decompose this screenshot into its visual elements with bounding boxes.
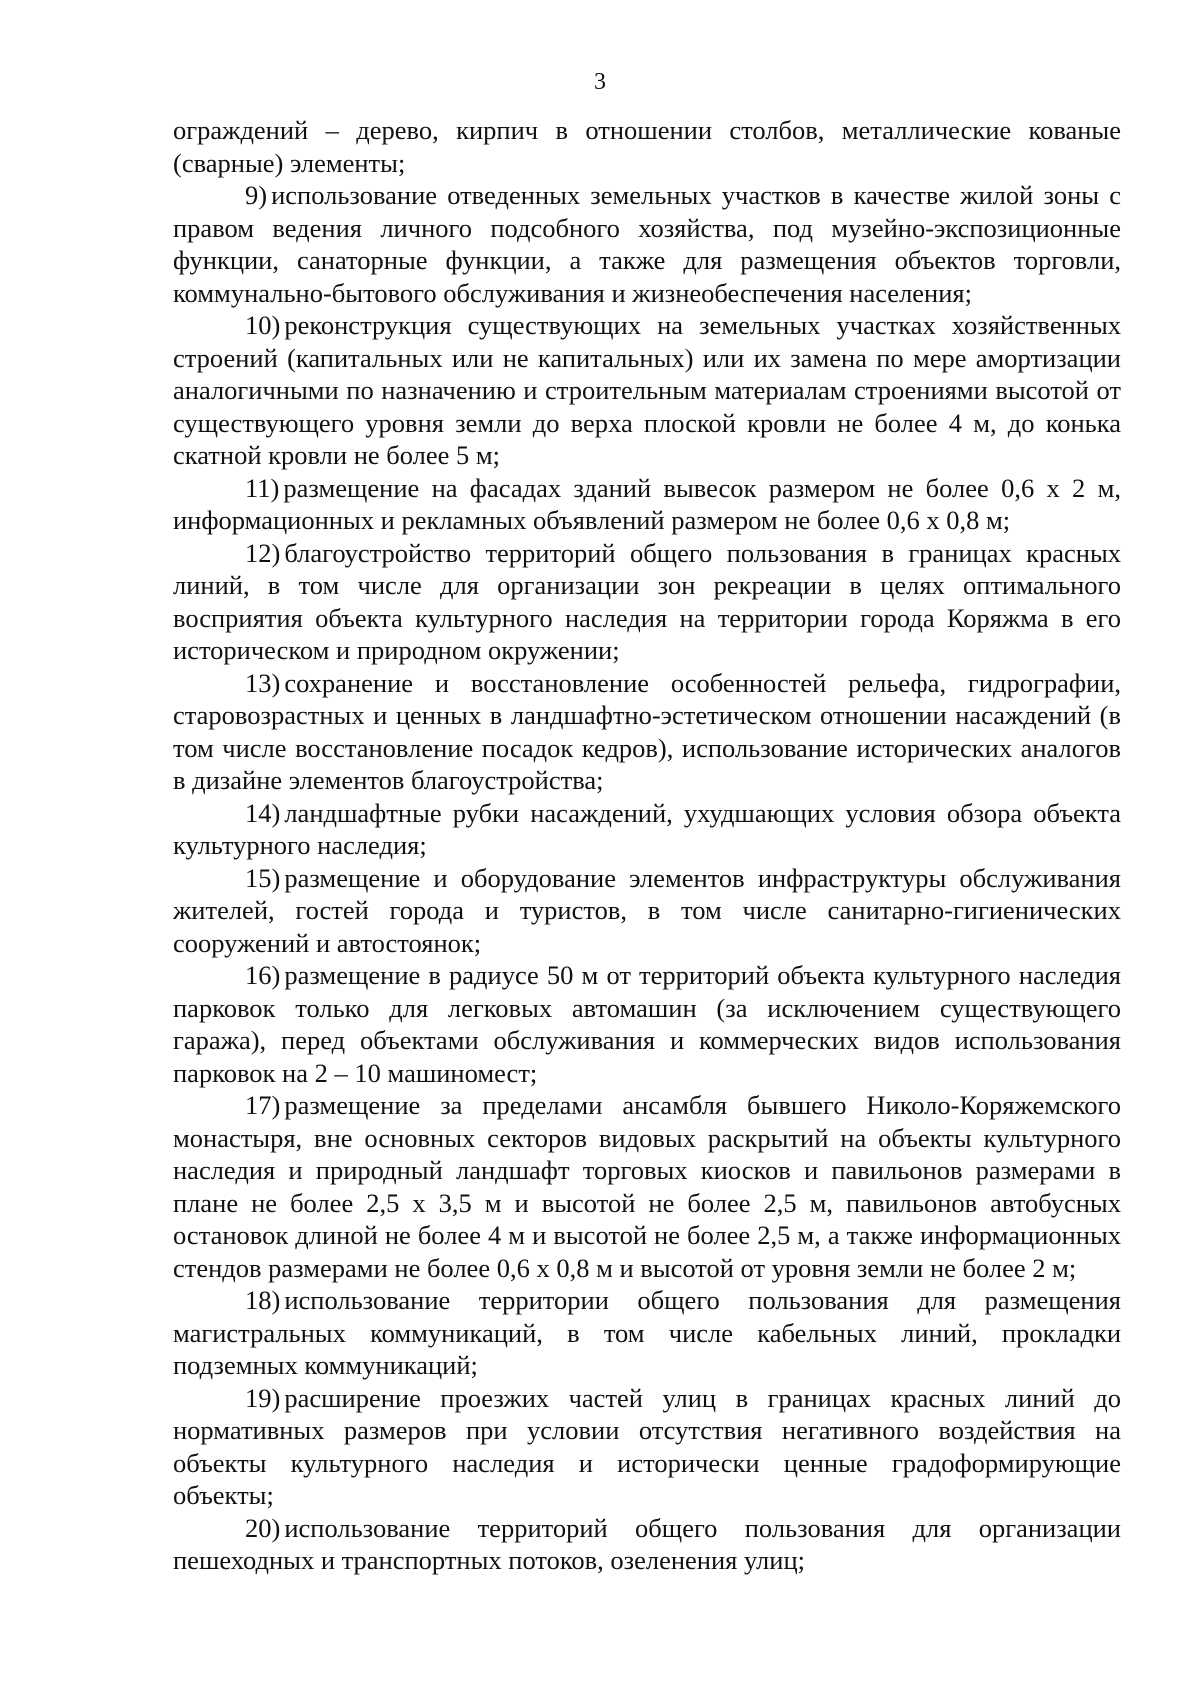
item-number: 14): [245, 797, 281, 828]
item-number: 15): [245, 862, 281, 893]
list-item: [173, 862, 1121, 960]
list-item: [173, 537, 1121, 667]
continuation-paragraph: ограждений – дерево, кирпич в отношении столбов, металлические кованые (сварные) элементы;: [173, 115, 1121, 178]
item-number: 18): [245, 1285, 281, 1315]
item-text: расширение проезжих частей улиц в границах красных линий до нормативных размеров при условии отсутствия негативного воздействия на объекты культурного наследия и исторически ценные градоформирующие объекты;: [173, 1382, 1121, 1510]
item-number: 20): [245, 1512, 281, 1543]
item-text: размещение за пределами ансамбля бывшего Николо-Коряжемского монастыря, вне основных секторов видовых раскрытий на объекты культурного наследия и природный ландшафт торговых киосков и павильонов размерами в плане не более 2,5 х 3,5 м и высотой не более 2,5 м, павильонов автобусных остановок длиной не более 4 м и высотой не более 2,5 м, а также информационных стендов размерами не более 0,6 х 0,8 м и высотой от уровня земли не более 2 м;: [173, 1090, 1121, 1283]
item-text: реконструкция существующих на земельных участках хозяйственных строений (капитальных или не капитальных) или их замена по мере амортизации аналогичными по назначению и строительным материалам строениями высотой от существующего уровня земли до верха плоской кровли не более 4 м, до конька скатной кровли не более 5 м;: [173, 310, 1121, 470]
item-text: размещение на фасадах зданий вывесок размером не более 0,6 х 2 м, информационных и рекламных объявлений размером не более 0,6 х 0,8 м;: [173, 472, 1121, 535]
list-item: [173, 309, 1121, 472]
list-item: [173, 1089, 1121, 1284]
list-item: [173, 959, 1121, 1089]
list-item: [173, 1382, 1121, 1512]
item-number: 13): [245, 667, 281, 698]
list-item: [173, 667, 1121, 797]
list-item: [173, 1512, 1121, 1577]
item-number: 10): [245, 310, 281, 340]
item-text: использование территорий общего пользования для организации пешеходных и транспортных потоков, озеленения улиц;: [173, 1512, 1121, 1575]
item-number: 11): [245, 472, 280, 503]
item-number: 16): [245, 960, 281, 990]
item-number: 19): [245, 1382, 281, 1413]
item-number: 9): [245, 180, 268, 210]
item-text: благоустройство территорий общего пользования в границах красных линий, в том числе для организации зон рекреации в целях оптимального восприятия объекта культурного наследия на территории города Коряжма в его историческом и природном окружении;: [173, 537, 1121, 665]
item-text: использование территории общего пользования для размещения магистральных коммуникаций, в том числе кабельных линий, прокладки подземных коммуникаций;: [173, 1285, 1121, 1380]
list-item: [173, 472, 1121, 537]
item-text: ландшафтные рубки насаждений, ухудшающих условия обзора объекта культурного наследия;: [173, 797, 1121, 860]
list-item: [173, 797, 1121, 862]
item-text: размещение и оборудование элементов инфраструктуры обслуживания жителей, гостей города и туристов, в том числе санитарно-гигиенических сооружений и автостоянок;: [173, 862, 1121, 958]
item-number: 12): [245, 537, 281, 568]
item-text: использование отведенных земельных участков в качестве жилой зоны с правом ведения личного подсобного хозяйства, под музейно-экспозиционные функции, санаторные функции, а также для размещения объектов торговли, коммунально-бытового обслуживания и жизнеобеспечения населения;: [173, 180, 1121, 308]
page-number: 3: [594, 69, 606, 95]
item-text: сохранение и восстановление особенностей рельефа, гидрографии, старовозрастных и ценных в ландшафтно-эстетическом отношении насаждений (в том числе восстановление посадок кедров), использование исторических аналогов в дизайне элементов благоустройства;: [173, 667, 1121, 795]
list-item: [173, 1284, 1121, 1382]
item-text: размещение в радиусе 50 м от территорий объекта культурного наследия парковок только для легковых автомашин (за исключением существующего гаража), перед объектами обслуживания и коммерческих видов использования парковок на 2 – 10 машиномест;: [173, 960, 1121, 1088]
item-number: 17): [245, 1090, 281, 1120]
list-item: [173, 179, 1121, 309]
document-body: [173, 114, 1121, 1577]
